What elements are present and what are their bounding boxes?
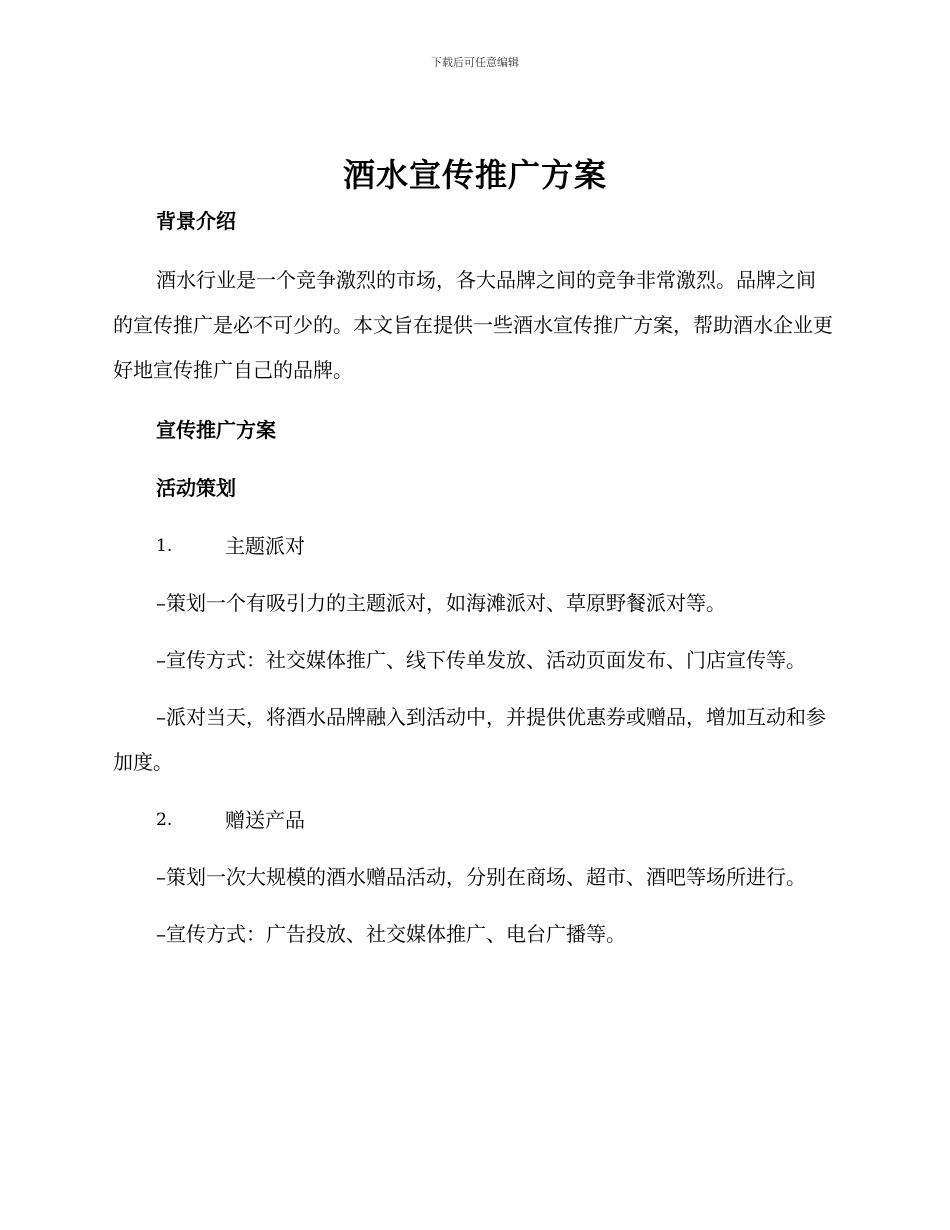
list-item-2: [113, 797, 833, 843]
list-item-1: [113, 523, 833, 569]
item2-point-1: –策划一次大规模的酒水赠品活动，分别在商场、超市、酒吧等场所进行。: [156, 865, 806, 889]
item2-point-2: –宣传方式：广告投放、社交媒体推广、电台广播等。: [156, 922, 626, 946]
section-heading-plan: 宣传推广方案: [156, 418, 276, 442]
item1-point-3: –派对当天，将酒水品牌融入到活动中，并提供优惠券或赠品，增加互动和参加度。: [113, 705, 826, 774]
document-body: [113, 198, 833, 957]
section-heading-activity: 活动策划: [156, 476, 236, 500]
list-item-1-label: 主题派对: [225, 534, 305, 558]
page-header-note: 下载后可任意编辑: [431, 56, 519, 69]
section-heading-background: 背景介绍: [156, 209, 236, 233]
document-title: 酒水宣传推广方案: [342, 156, 607, 194]
list-item-2-number: 2.: [156, 810, 173, 830]
background-paragraph: 酒水行业是一个竞争激烈的市场，各大品牌之间的竞争非常激烈。品牌之间的宣传推广是必不可少的。本文旨在提供一些酒水宣传推广方案，帮助酒水企业更好地宣传推广自己的品牌。: [113, 268, 833, 382]
list-item-2-label: 赠送产品: [225, 808, 305, 832]
item1-point-2: –宣传方式：社交媒体推广、线下传单发放、活动页面发布、门店宣传等。: [156, 648, 806, 672]
list-item-1-number: 1.: [156, 536, 173, 556]
item1-point-1: –策划一个有吸引力的主题派对，如海滩派对、草原野餐派对等。: [156, 591, 726, 615]
